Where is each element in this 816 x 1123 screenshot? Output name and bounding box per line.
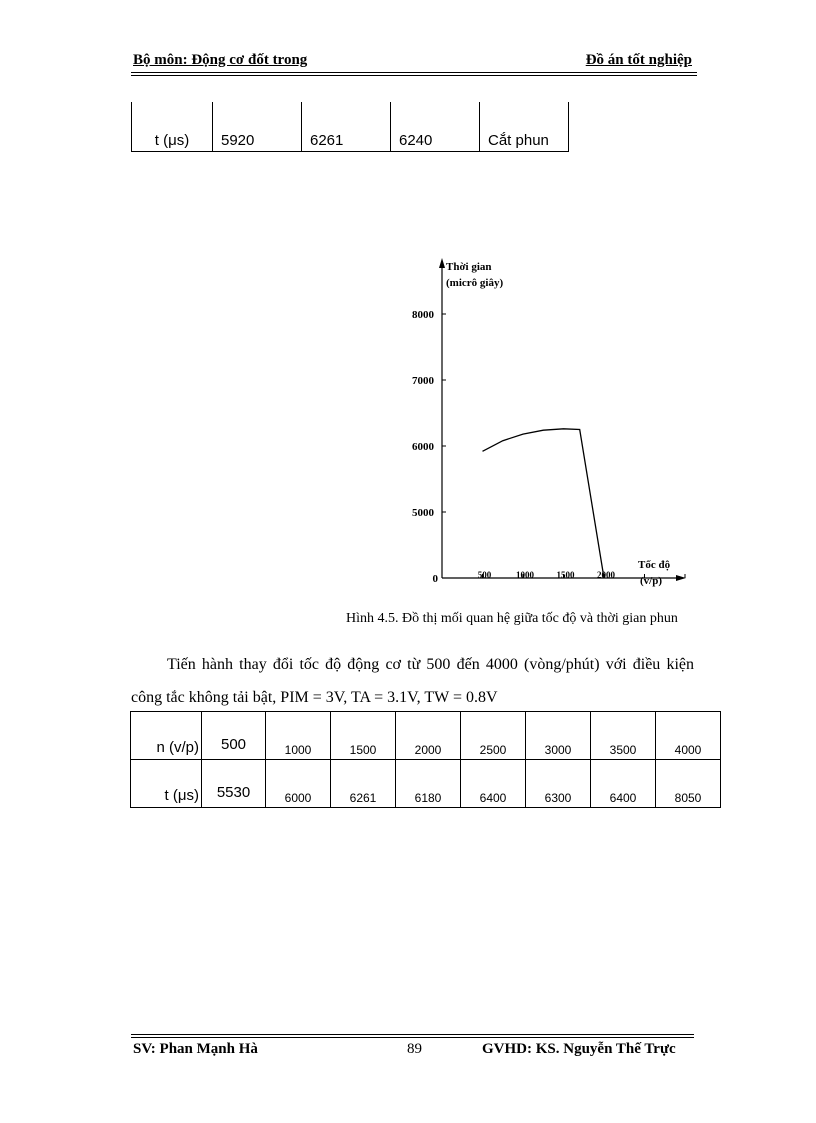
table-row <box>131 712 721 760</box>
x-tick-label: 1500 <box>556 570 575 580</box>
x-axis-label: Tốc độ <box>638 559 671 571</box>
table-row <box>132 102 569 152</box>
footer-student: SV: Phan Mạnh Hà <box>133 1041 258 1057</box>
page-number: 89 <box>407 1041 422 1057</box>
table-cell: 5530 <box>202 760 266 808</box>
table-cell: 6400 <box>591 760 656 808</box>
table-cell: 6400 <box>461 760 526 808</box>
table-cell: 3500 <box>591 712 656 760</box>
table-cell: 1500 <box>331 712 396 760</box>
injection-time-table-fragment <box>131 102 569 152</box>
y-tick-label: 6000 <box>412 441 434 453</box>
origin-label: 0 <box>432 573 438 585</box>
header-title: Đồ án tốt nghiệp <box>585 52 692 68</box>
table-cell: 8050 <box>656 760 721 808</box>
table-cell: 6180 <box>396 760 461 808</box>
table-cell: 6000 <box>266 760 331 808</box>
table-cell: 6300 <box>526 760 591 808</box>
table-cell: Cắt phun <box>480 102 569 152</box>
footer-rule-2 <box>131 1037 694 1038</box>
row-header-speed: n (v/p) <box>131 712 202 760</box>
header-department: Bộ môn: Động cơ đốt trong <box>133 52 308 68</box>
x-axis-label-unit: (v/p) <box>640 575 662 587</box>
x-tick-label: 1000 <box>516 570 534 580</box>
table-cell: 6261 <box>302 102 391 152</box>
row-header-time: t (μs) <box>131 760 202 808</box>
x-tick-label: 500 <box>477 570 492 580</box>
table-cell: 2500 <box>461 712 526 760</box>
y-tick-label: 7000 <box>412 375 434 387</box>
table-cell: t (μs) <box>132 102 213 152</box>
x-tick-label: 2000 <box>597 570 615 580</box>
table-cell: 5920 <box>213 102 302 152</box>
table-cell: 500 <box>202 712 266 760</box>
header-rule-2 <box>131 75 697 76</box>
table-cell: 6261 <box>331 760 396 808</box>
table-cell: 3000 <box>526 712 591 760</box>
speed-time-table <box>130 711 721 808</box>
table-cell: 2000 <box>396 712 461 760</box>
y-axis-arrow <box>439 258 445 268</box>
header-rule <box>131 72 697 73</box>
footer-rule <box>131 1034 694 1035</box>
y-axis-label: Thời gian <box>446 261 492 273</box>
figure-caption: Hình 4.5. Đồ thị mối quan hệ giữa tốc độ và thời gian phun <box>346 611 678 626</box>
body-paragraph <box>131 648 694 714</box>
footer-supervisor: GVHD: KS. Nguyễn Thế Trực <box>482 1041 676 1057</box>
y-axis-label-unit: (micrô giây) <box>446 277 504 289</box>
table-cell: 1000 <box>266 712 331 760</box>
table-row <box>131 760 721 808</box>
table-cell: 4000 <box>656 712 721 760</box>
paragraph-text: Tiến hành thay đổi tốc độ động cơ từ 500 đến 4000 (vòng/phút) với điều kiện công tắc không tải bật, PIM = 3V, TA = 3.1V, TW = 0.8V <box>131 656 694 706</box>
data-series-line <box>483 429 605 578</box>
y-tick-label: 5000 <box>412 507 434 519</box>
speed-injection-time-chart <box>380 250 700 590</box>
y-tick-label: 8000 <box>412 309 434 321</box>
table-cell: 6240 <box>391 102 480 152</box>
